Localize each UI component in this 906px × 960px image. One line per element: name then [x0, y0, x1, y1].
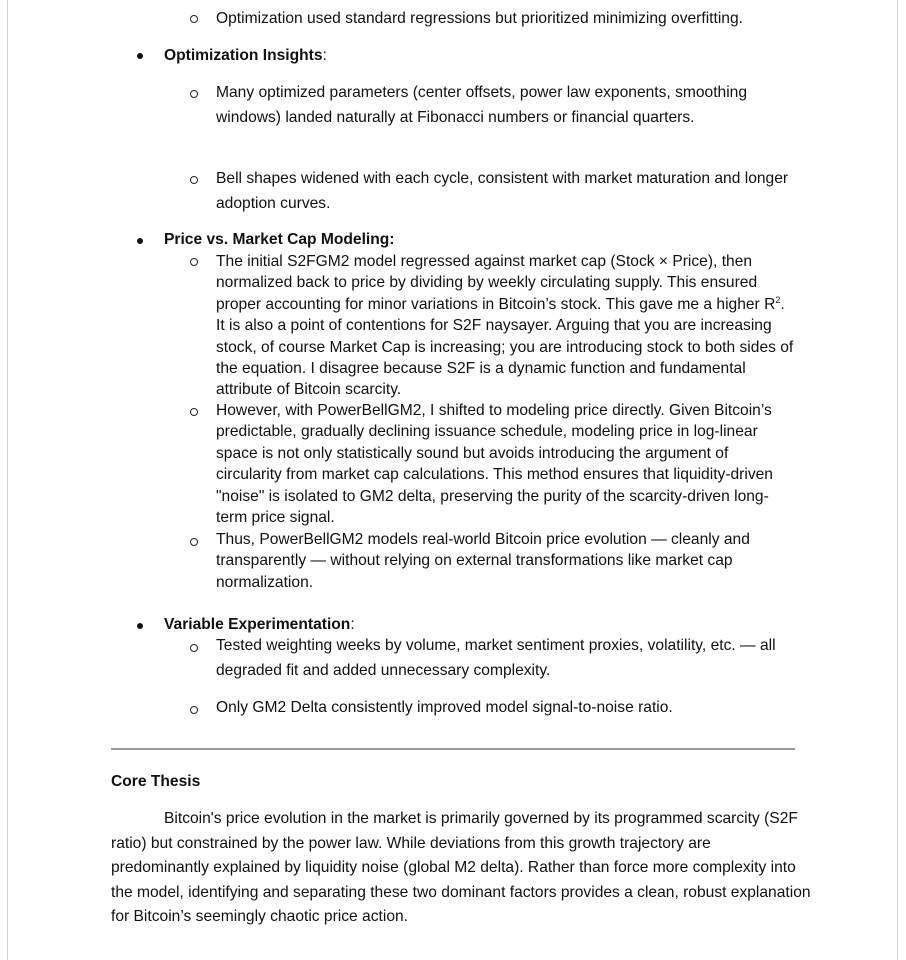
bullet-marker — [137, 623, 143, 629]
sub-bullet-marker — [190, 408, 198, 416]
sub-item-gm2-delta: Only GM2 Delta consistently improved model signal-to-noise ratio. — [216, 699, 673, 716]
sub-item-fibonacci: Many optimized parameters (center offsets, power law exponents, smoothing windows) landed naturally at Fibonacci numbers or financial quarters. — [216, 84, 748, 126]
sub-item-initial-model — [216, 251, 796, 401]
heading-text: Variable Experimentation — [164, 616, 351, 633]
core-thesis-title: Core Thesis — [111, 773, 201, 790]
sub-bullet-marker — [190, 15, 198, 23]
sub-bullet-marker — [190, 706, 198, 714]
sub-item-bell-shapes: Bell shapes widened with each cycle, consistent with market maturation and longer adoption curves. — [216, 170, 789, 212]
sub-bullet-marker — [190, 176, 198, 184]
section-heading-variable-experimentation — [164, 614, 355, 636]
heading-colon: : — [322, 47, 327, 64]
sub-bullet-marker — [190, 258, 198, 266]
sub-item-weighting-tests: Tested weighting weeks by volume, market sentiment proxies, volatility, etc. — all degraded fit and added unnecessary complexity. — [216, 637, 776, 679]
superscript: 2 — [775, 294, 781, 305]
bullet-marker — [137, 238, 143, 244]
sub-bullet-marker — [190, 538, 198, 546]
heading-colon: : — [350, 616, 355, 633]
sub-bullet-marker — [190, 90, 198, 98]
heading-text: Optimization Insights — [164, 47, 323, 64]
page-right-edge — [897, 0, 898, 960]
sub-item-thus-powerbell: Thus, PowerBellGM2 models real-world Bitcoin price evolution — cleanly and transparently — without relying on external transformations like market cap normalization. — [216, 531, 750, 591]
core-thesis-paragraph: Bitcoin's price evolution in the market is primarily governed by its programmed scarcity (S2F ratio) but constrained by the power law. While deviations from this growth trajectory are predominantly explained by liquidity noise (global M2 delta). Rather than force more complexity into the model, identifying and separating these two dominant factors provides a clean, robust explanation for Bitcoin’s seemingly chaotic price action. — [111, 810, 811, 926]
bullet-marker — [137, 53, 143, 59]
text-part: The initial S2FGM2 model regressed against market cap (Stock × Price), then normalized back to price by dividing by weekly circulating supply. This ensured proper accounting for minor variations in Bitcoin’s stock. This gave me a higher R — [216, 253, 776, 313]
sub-bullet-marker — [190, 644, 198, 652]
section-heading-optimization-insights — [164, 45, 327, 67]
section-heading-price-vs-market-cap — [164, 229, 395, 251]
page-left-edge — [7, 0, 8, 960]
section-divider — [111, 748, 795, 750]
sub-item-overfitting: Optimization used standard regressions but prioritized minimizing overfitting. — [216, 10, 743, 27]
text-part: . It is also a point of contentions for S2F naysayer. Arguing that you are increasing stock, of course Market Cap is increasing; you are introducing stock to both sides of the equation. I disagree because S2F is a dynamic function and fundamental attribute of Bitcoin scarcity. — [216, 295, 794, 399]
sub-item-powerbell-shift: However, with PowerBellGM2, I shifted to modeling price directly. Given Bitcoin’s predictable, gradually declining issuance schedule, modeling price in log-linear space is not only statistically sound but avoids introducing the argument of circularity from market cap calculations. This method ensures that liquidity-driven "noise" is isolated to GM2 delta, preserving the purity of the scarcity-driven long-term price signal. — [216, 402, 773, 527]
heading-text: Price vs. Market Cap Modeling: — [164, 231, 395, 248]
